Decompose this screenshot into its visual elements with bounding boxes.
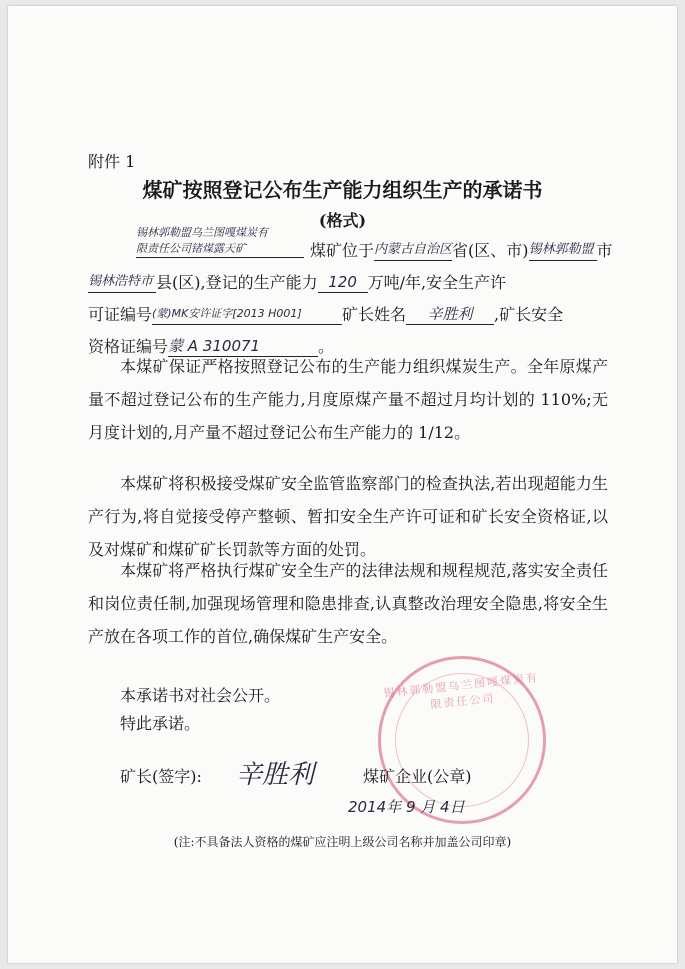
text-cert-no: 资格证编号 bbox=[88, 337, 169, 356]
document-subtitle: (格式) bbox=[318, 211, 367, 230]
paragraph-capacity: 本煤矿保证严格按照登记公布的生产能力组织煤炭生产。全年原煤产量不超过登记公布的生产能力,月度原煤产量不超过月均计划的 110%;无月度计划的,月产量不超过登记公布生产能力的 1/12。 bbox=[88, 357, 608, 442]
paragraph-closing: 特此承诺。 bbox=[120, 714, 201, 733]
paragraph-enforcement: 本煤矿将积极接受煤矿安全监管监察部门的检查执法,若出现超能力生产行为,将自觉接受停产整顿、暂扣安全生产许可证和矿长安全资格证,以及对煤矿和煤矿矿长罚款等方面的处罚。 bbox=[88, 474, 608, 559]
document-page bbox=[8, 6, 677, 963]
text-end: 。 bbox=[318, 337, 335, 356]
handwritten-capacity: 120 bbox=[318, 272, 368, 293]
permit-row bbox=[88, 302, 563, 325]
handwritten-signature: 辛胜利 bbox=[236, 760, 315, 790]
handwritten-company-line1: 锡林郭勒盟乌兰图嘎煤炭有 bbox=[136, 226, 268, 239]
capacity-row bbox=[88, 270, 506, 293]
text-cert: ,矿长安全 bbox=[494, 305, 564, 324]
enterprise-seal-label: 煤矿企业(公章) bbox=[363, 767, 472, 786]
text-unit: 万吨/年,安全生产许 bbox=[367, 273, 507, 292]
handwritten-certificate-number: 蒙 A 310071 bbox=[168, 336, 318, 357]
handwritten-county: 锡林浩特市 bbox=[88, 272, 156, 293]
company-field bbox=[136, 239, 304, 258]
handwritten-date: 2014年 9 月 4日 bbox=[348, 798, 465, 816]
text-permit: 可证编号 bbox=[88, 305, 153, 324]
director-signature-label: 矿长(签字): bbox=[120, 767, 202, 786]
handwritten-director-name: 辛胜利 bbox=[406, 304, 494, 325]
text-county: 县(区),登记的生产能力 bbox=[156, 273, 318, 292]
text-city: 市 bbox=[596, 241, 613, 260]
text-director: 矿长姓名 bbox=[342, 305, 407, 324]
footnote: (注:不具备法人资格的煤矿应注明上级公司名称并加盖公司印章) bbox=[173, 835, 512, 849]
paragraph-public: 本承诺书对社会公开。 bbox=[120, 686, 281, 705]
handwritten-city: 锡林郭勒盟 bbox=[529, 240, 597, 261]
handwritten-permit-number: (蒙)MK安许证字[2013 H001] bbox=[152, 304, 342, 325]
handwritten-province: 内蒙古自治区 bbox=[374, 240, 452, 261]
location-row bbox=[310, 238, 613, 261]
text-province: 省(区、市) bbox=[452, 241, 529, 260]
seal-text: 锡林郭勒盟乌兰图嘎煤炭有限责任公司 bbox=[382, 670, 540, 712]
document-title: 煤矿按照登记公布生产能力组织生产的承诺书 bbox=[142, 178, 543, 202]
text-located: 煤矿位于 bbox=[310, 241, 375, 260]
paragraph-safety: 本煤矿将严格执行煤矿安全生产的法律法规和规程规范,落实安全责任和岗位责任制,加强现场管理和隐患排查,认真整改治理安全隐患,将安全生产放在各项工作的首位,确保煤矿生产安全。 bbox=[88, 561, 608, 646]
handwritten-company-line2: 限责任公司锗煤露天矿 bbox=[136, 241, 304, 258]
attachment-label: 附件 1 bbox=[88, 152, 136, 171]
